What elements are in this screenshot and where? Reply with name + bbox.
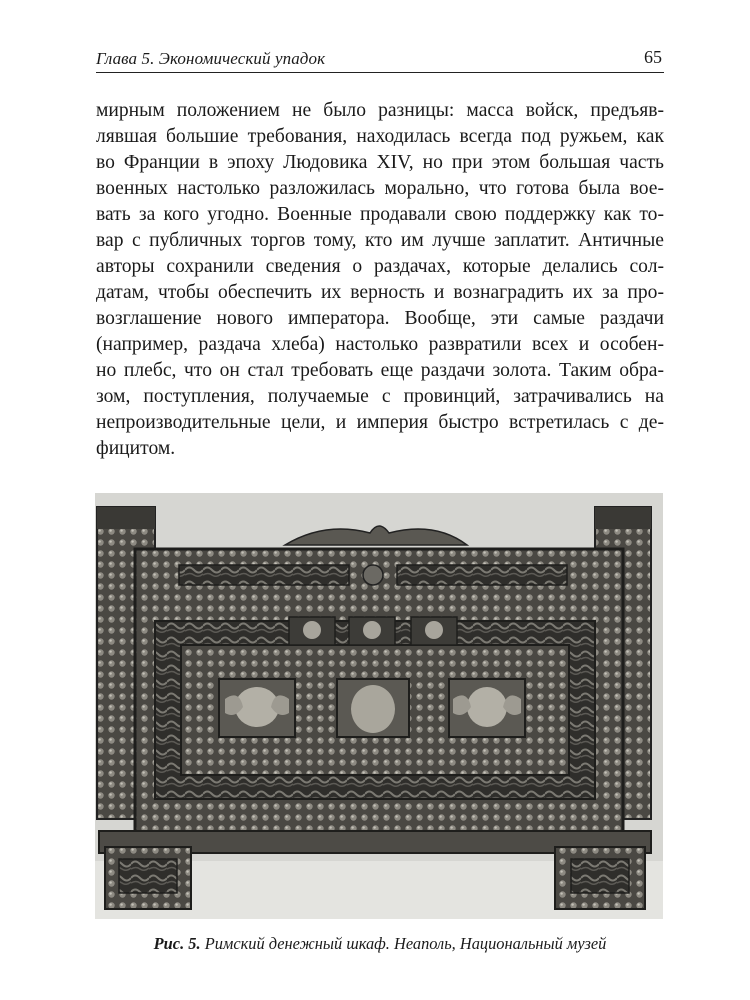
text-line: непроизводительные цели, и империя быстро встретилась с де-	[96, 412, 664, 433]
text-line: вар с публичных торгов тому, кто им лучше заплатит. Античные	[96, 230, 664, 251]
text-line: (например, раздача хлеба) настолько развратили всех и особен-	[96, 334, 664, 355]
chapter-title: Глава 5. Экономический упадок	[96, 49, 326, 68]
text-line: возглашение нового императора. Вообще, эти самые раздачи	[96, 308, 664, 329]
text-line: военных настолько разложилась морально, что готова была вое-	[96, 178, 664, 199]
figure-label: Рис. 5.	[153, 934, 201, 953]
text-line: датам, чтобы обеспечить их верность и вознаградить их за про-	[96, 282, 664, 303]
running-head	[96, 46, 664, 73]
figure-caption	[96, 934, 664, 954]
figure-caption-text: Римский денежный шкаф. Неаполь, Национальный музей	[204, 934, 607, 953]
text-line: но плебс, что он стал требовать еще раздачи золота. Таким обра-	[96, 360, 664, 381]
body-paragraph	[96, 98, 664, 462]
figure-photo	[95, 493, 663, 919]
text-line: мирным положением не было разницы: масса войск, предъяв-	[96, 100, 664, 121]
page-number: 65	[644, 47, 662, 67]
text-line: лявшая большие требования, находилась всегда под ружьем, как	[96, 126, 664, 147]
money-chest-illustration	[95, 493, 663, 919]
text-line: вать за кого угодно. Военные продавали свою поддержку как то-	[96, 204, 664, 225]
text-line: фицитом.	[96, 438, 176, 459]
text-line: зом, поступления, получаемые с провинций, затрачивались на	[96, 386, 664, 407]
text-line: во Франции в эпоху Людовика XIV, но при этом большая часть	[96, 152, 664, 173]
text-line: авторы сохранили сведения о раздачах, которые делались сол-	[96, 256, 664, 277]
